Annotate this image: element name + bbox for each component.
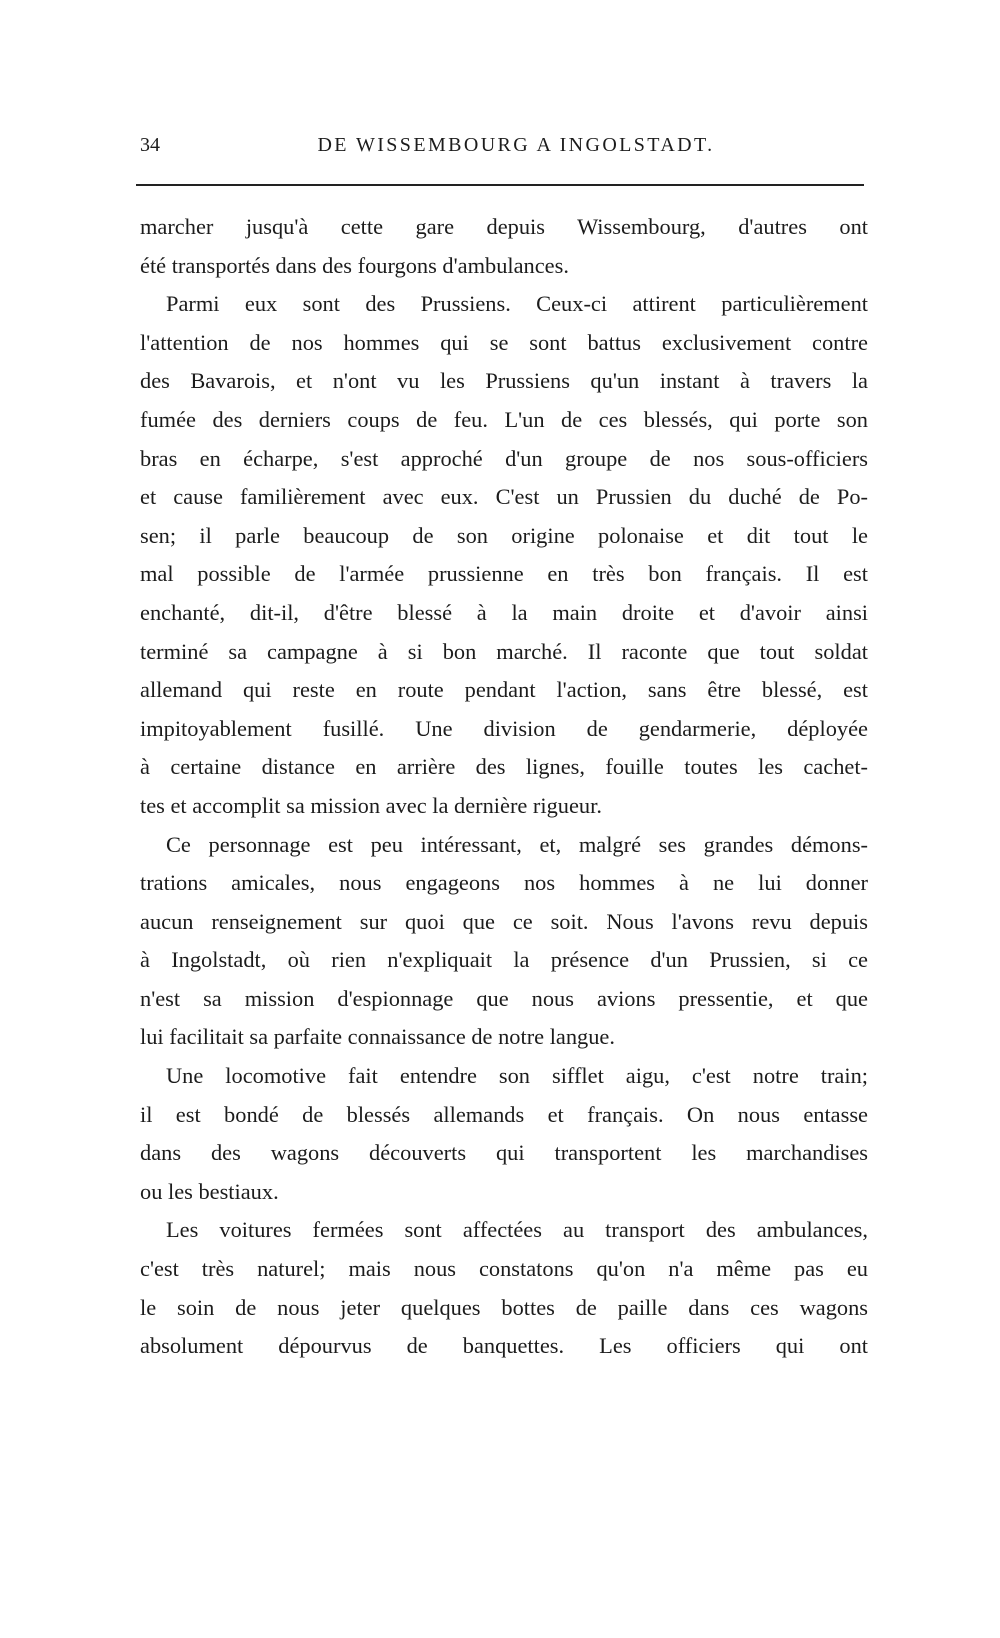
text-line: sen; il parle beaucoup de son origine polonaise et dit tout le <box>140 522 868 548</box>
text-line: été transportés dans des fourgons d'ambulances. <box>140 252 569 278</box>
text-line: des Bavarois, et n'ont vu les Prussiens qu'un instant à travers la <box>140 368 868 394</box>
text-line: l'attention de nos hommes qui se sont battus exclusivement contre <box>140 329 868 355</box>
text-line: lui facilitait sa parfaite connaissance de notre langue. <box>140 1024 615 1050</box>
text-line: marcher jusqu'à cette gare depuis Wissembourg, d'autres ont <box>140 214 868 239</box>
text-line: Une locomotive fait entendre son sifflet aigu, c'est notre train; <box>166 1063 868 1089</box>
text-line: dans des wagons découverts qui transportent les marchandises <box>140 1140 868 1166</box>
running-title: DE WISSEMBOURG A INGOLSTADT. <box>317 134 715 156</box>
text-line: Les voitures fermées sont affectées au transport des ambulances, <box>166 1217 868 1243</box>
text-line: c'est très naturel; mais nous constatons qu'on n'a même pas eu <box>140 1256 868 1282</box>
text-line: le soin de nous jeter quelques bottes de paille dans ces wagons <box>140 1294 868 1320</box>
text-line: Ce personnage est peu intéressant, et, malgré ses grandes démons- <box>166 831 868 857</box>
text-line: Parmi eux sont des Prussiens. Ceux-ci attirent particulièrement <box>166 291 868 317</box>
text-line: trations amicales, nous engageons nos hommes à ne lui donner <box>140 870 868 896</box>
paragraph <box>140 1211 868 1365</box>
text-line: n'est sa mission d'espionnage que nous avions pressentie, et que <box>140 985 868 1011</box>
paragraph <box>140 1057 868 1211</box>
running-head <box>140 128 868 164</box>
body-text <box>140 208 868 1366</box>
header-rule <box>136 184 864 186</box>
text-line: il est bondé de blessés allemands et français. On nous entasse <box>140 1101 868 1127</box>
paragraph <box>140 826 868 1058</box>
text-line: allemand qui reste en route pendant l'action, sans être blessé, est <box>140 677 868 703</box>
text-line: absolument dépourvus de banquettes. Les officiers qui ont <box>140 1333 868 1359</box>
text-line: à Ingolstadt, où rien n'expliquait la présence d'un Prussien, si ce <box>140 947 868 973</box>
text-line: tes et accomplit sa mission avec la dernière rigueur. <box>140 792 602 818</box>
text-line: aucun renseignement sur quoi que ce soit. Nous l'avons revu depuis <box>140 908 868 934</box>
text-line: bras en écharpe, s'est approché d'un groupe de nos sous-officiers <box>140 445 868 471</box>
text-line: ou les bestiaux. <box>140 1178 279 1204</box>
paragraph <box>140 285 868 825</box>
text-line: fumée des derniers coups de feu. L'un de ces blessés, qui porte son <box>140 406 868 432</box>
book-page <box>140 128 868 1366</box>
text-line: à certaine distance en arrière des lignes, fouille toutes les cachet- <box>140 754 868 780</box>
text-line: terminé sa campagne à si bon marché. Il raconte que tout soldat <box>140 638 868 664</box>
text-line: enchanté, dit-il, d'être blessé à la main droite et d'avoir ainsi <box>140 599 868 625</box>
page-number: 34 <box>140 134 160 156</box>
paragraph <box>140 208 868 285</box>
text-line: impitoyablement fusillé. Une division de gendarmerie, déployée <box>140 715 868 741</box>
text-line: mal possible de l'armée prussienne en très bon français. Il est <box>140 561 868 587</box>
text-line: et cause familièrement avec eux. C'est un Prussien du duché de Po- <box>140 484 868 510</box>
